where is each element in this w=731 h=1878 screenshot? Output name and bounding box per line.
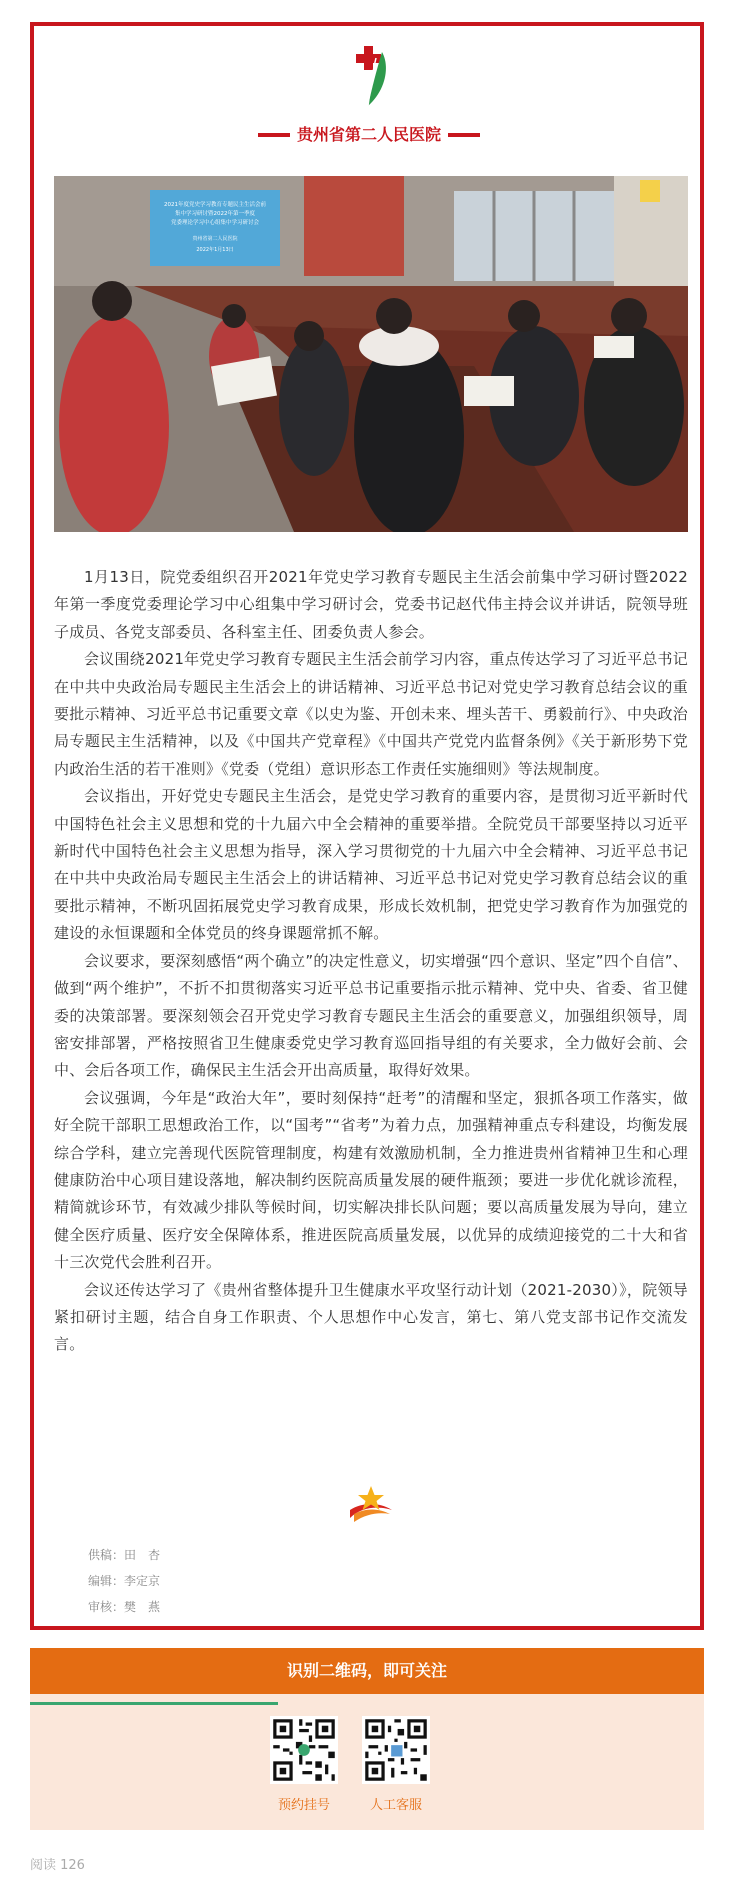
qr-code-icon[interactable]	[270, 1716, 338, 1784]
star-ribbon-icon	[346, 1484, 396, 1524]
qr-panel	[30, 1694, 704, 1830]
qr-code-icon[interactable]	[362, 1716, 430, 1784]
title-rule-left	[258, 133, 290, 137]
hospital-name-bar	[258, 123, 480, 147]
hospital-cross-leaf-icon	[346, 44, 396, 108]
paragraph: 1月13日，院党委组织召开2021年党史学习教育专题民主生活会前集中学习研讨暨2022年第一季度党委理论学习中心组集中学习研讨会，党委书记赵代伟主持会议并讲话，院领导班子成员、各党支部委员、各科室主任、团委负责人参会。	[54, 568, 688, 641]
credit-provider: 供稿：田 杏	[88, 1548, 161, 1562]
paragraph: 会议还传达学习了《贵州省整体提升卫生健康水平攻坚行动计划（2021-2030）》，院领导紧扣研讨主题，结合自身工作职责、个人思想作中心发言，第七、第八党支部书记作交流发言。	[54, 1280, 688, 1354]
meeting-photo	[54, 176, 688, 532]
credit-reviewer: 审核：樊 燕	[88, 1600, 161, 1614]
paragraph: 会议围绕2021年党史学习教育专题民主生活会前学习内容，重点传达学习了习近平总书记在中共中央政治局专题民主生活会上的讲话精神、习近平总书记对党史学习教育总结会议的重要批示精神、习近平总书记重要文章《以史为鉴、开创未来、埋头苦干、勇毅前行》、中央政治局专题民主生活精神，以及《中国共产党章程》《中国共产党党内监督条例》《关于新形势下党内政治生活的若干准则》《党委（党组）意识形态工作责任实施细则》等法规制度。	[54, 650, 688, 778]
svg-text:2021年度党史学习教育专题民主生活会前: 2021年度党史学习教育专题民主生活会前	[164, 202, 266, 208]
credit-editor: 编辑：李定京	[88, 1574, 161, 1588]
hospital-name: 贵州省第二人民医院	[296, 125, 441, 144]
svg-text:贵州省第二人民医院: 贵州省第二人民医院	[192, 236, 238, 242]
qr-banner: 识别二维码，即可关注	[30, 1648, 704, 1694]
article-frame	[30, 22, 704, 1630]
credits	[88, 1542, 160, 1620]
svg-text:2022年1月13日: 2022年1月13日	[196, 247, 234, 253]
paragraph: 会议强调，今年是“政治大年”，要时刻保持“赶考”的清醒和坚定，狠抓各项工作落实，做好全院干部职工思想政治工作，以“国考”“省考”为着力点，加强精神重点专科建设，均衡发展综合学科，建立完善现代医院管理制度，构建有效激励机制，全力推进贵州省精神卫生和心理健康防治中心项目建设落地，解决制约医院高质量发展的硬件瓶颈；要进一步优化就诊流程，精简就诊环节，有效减少排队等候时间，切实解决排长队问题；要以高质量发展为导向，建立健全医疗质量、医疗安全保障体系，推进医院高质量发展，以优异的成绩迎接党的二十大和省十三次党代会胜利召开。	[54, 1088, 688, 1272]
qr-label: 预约挂号	[277, 1798, 330, 1813]
paragraph: 会议指出，开好党史专题民主生活会，是党史学习教育的重要内容，是贯彻习近平新时代中国特色社会主义思想和党的十九届六中全会精神的重要举措。全院党员干部要坚持以习近平新时代中国特色社会主义思想为指导，深入学习贯彻党的十九届六中全会精神、习近平总书记在中共中央政治局专题民主生活会上的讲话精神、习近平总书记对党史学习教育总结会议的重要批示精神，不断巩固拓展党史学习教育成果，形成长效机制，把党史学习教育作为加强党的建设的永恒课题和全体党员的终身课题常抓不解。	[54, 787, 688, 943]
qr-item-service[interactable]	[356, 1716, 436, 1813]
read-count: 阅读 126	[30, 1858, 85, 1873]
paragraph: 会议要求，要深刻感悟“两个确立”的决定性意义，切实增强“四个意识、坚定”四个自信”、做到“两个维护”，不折不扣贯彻落实习近平总书记重要指示批示精神、党中央、省委、省卫健委的决策部署。要深刻领会召开党史学习教育专题民主生活会的重要意义，加强组织领导，周密安排部署，严格按照省卫生健康委党史学习教育巡回指导组的有关要求，全力做好会前、会中、会后各项工作，确保民主生活会开出高质量，取得好效果。	[54, 951, 688, 1080]
article-body	[54, 564, 688, 1359]
qr-item-appointment[interactable]	[264, 1716, 344, 1813]
title-rule-right	[448, 133, 480, 137]
accent-line	[30, 1702, 278, 1705]
qr-label: 人工客服	[369, 1798, 422, 1813]
svg-text:党委理论学习中心组集中学习研讨会: 党委理论学习中心组集中学习研讨会	[170, 220, 260, 226]
svg-text:集中学习研讨暨2022年第一季度: 集中学习研讨暨2022年第一季度	[175, 211, 255, 217]
